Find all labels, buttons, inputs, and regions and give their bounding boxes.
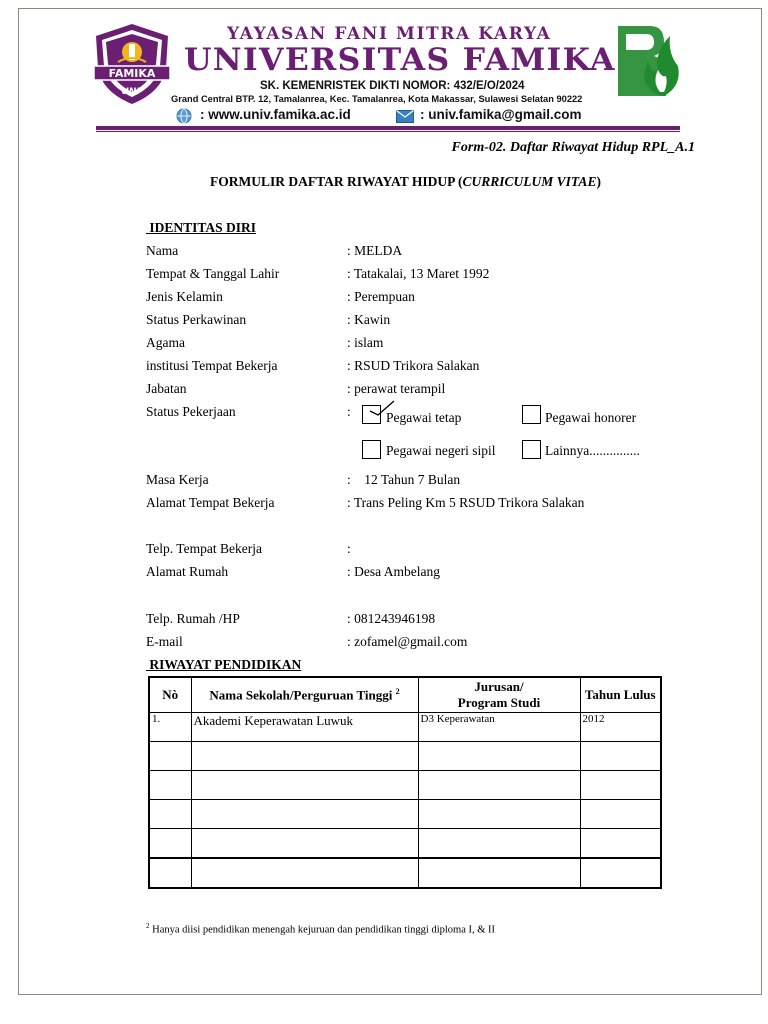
university-address: Grand Central BTP. 12, Tamalanrea, Kec. Tamalanrea, Kota Makassar, Sulawesi Selatan 90222	[171, 94, 583, 104]
value-employment-status: :	[347, 404, 351, 419]
checkbox-lainnya[interactable]	[522, 440, 541, 459]
label-work-period: Masa Kerja	[146, 472, 209, 487]
university-email[interactable]: : univ.famika@gmail.com	[420, 107, 582, 122]
cell-major	[418, 829, 580, 859]
value-email: : zofamel@gmail.com	[347, 634, 468, 649]
label-religion: Agama	[146, 335, 185, 350]
cell-no: 1.	[149, 713, 191, 742]
label-position: Jabatan	[146, 381, 187, 396]
document-title: FORMULIR DAFTAR RIWAYAT HIDUP (CURRICULUM VITAE)	[210, 174, 601, 189]
cell-year	[580, 858, 661, 888]
flame-logo-icon	[616, 22, 682, 102]
cell-no	[149, 771, 191, 800]
value-marital-status: : Kawin	[347, 312, 391, 327]
form-code: Form-02. Daftar Riwayat Hidup RPL_A.1	[451, 140, 695, 155]
label-birth: Tempat & Tanggal Lahir	[146, 266, 280, 281]
value-work-address: : Trans Peling Km 5 RSUD Trikora Salakan	[347, 495, 585, 510]
footnote: $^2$ Hanya diisi pendidikan menengah kejuruan dan pendidikan tinggi diploma I, & II	[146, 922, 496, 936]
table-row	[149, 742, 661, 771]
table-header-row	[149, 677, 661, 713]
label-institution: institusi Tempat Bekerja	[146, 358, 278, 373]
logo-text: FAMIKA	[108, 67, 156, 80]
globe-icon	[176, 108, 192, 124]
cell-major	[418, 771, 580, 800]
checkbox-pegawai-honorer[interactable]	[522, 405, 541, 424]
cell-no	[149, 858, 191, 888]
letterhead-divider	[96, 126, 680, 130]
checkbox-pegawai-negeri-sipil[interactable]	[362, 440, 381, 459]
cell-no	[149, 742, 191, 771]
website-link[interactable]: : www.univ.famika.ac.id	[200, 107, 351, 122]
foundation-name: YAYASAN FANI MITRA KARYA	[227, 24, 552, 44]
section-heading-identity: IDENTITAS DIRI	[149, 220, 257, 235]
university-logo-icon	[90, 22, 174, 106]
cell-school	[191, 800, 418, 829]
cell-school	[191, 771, 418, 800]
table-row	[149, 713, 661, 742]
label-email: E-mail	[146, 634, 183, 649]
option-label-pegawai-negeri-sipil: Pegawai negeri sipil	[386, 443, 496, 458]
value-institution: : RSUD Trikora Salakan	[347, 358, 480, 373]
value-gender: : Perempuan	[347, 289, 415, 304]
cell-major	[418, 858, 580, 888]
cell-year	[580, 771, 661, 800]
value-home-address: : Desa Ambelang	[347, 564, 440, 579]
option-label-pegawai-tetap: Pegawai tetap	[386, 410, 462, 425]
column-header-year: Tahun Lulus	[580, 677, 661, 713]
cell-school	[191, 829, 418, 859]
label-work-address: Alamat Tempat Bekerja	[146, 495, 275, 510]
cell-no	[149, 829, 191, 859]
cell-major	[418, 742, 580, 771]
value-birth: : Tatakalai, 13 Maret 1992	[347, 266, 490, 281]
letterhead-divider-thin	[96, 131, 680, 132]
table-row	[149, 858, 661, 888]
value-religion: : islam	[347, 335, 384, 350]
envelope-icon	[396, 110, 414, 123]
column-header-no: Nò	[149, 677, 191, 713]
label-name: Nama	[146, 243, 179, 258]
cell-year	[580, 829, 661, 859]
cell-year: 2012	[580, 713, 661, 742]
cell-no	[149, 800, 191, 829]
cell-major	[418, 800, 580, 829]
decree-number: SK. KEMENRISTEK DIKTI NOMOR: 432/E/O/2024	[260, 80, 525, 92]
cell-major: D3 Keperawatan	[418, 713, 580, 742]
value-name: : MELDA	[347, 243, 403, 258]
table-row	[149, 800, 661, 829]
label-home-address: Alamat Rumah	[146, 564, 229, 579]
table-row	[149, 829, 661, 859]
label-gender: Jenis Kelamin	[146, 289, 223, 304]
label-employment-status: Status Pekerjaan	[146, 404, 236, 419]
label-home-phone: Telp. Rumah /HP	[146, 611, 240, 626]
university-name: UNIVERSITAS FAMIKA	[184, 42, 616, 78]
cell-year	[580, 800, 661, 829]
value-work-phone: :	[347, 541, 351, 556]
logo-subtext: UNF	[121, 87, 143, 97]
table-row	[149, 771, 661, 800]
label-work-phone: Telp. Tempat Bekerja	[146, 541, 262, 556]
cell-school	[191, 742, 418, 771]
cell-school: Akademi Keperawatan Luwuk	[191, 713, 418, 742]
option-label-lainnya: Lainnya...............	[545, 443, 640, 458]
value-work-period: : 12 Tahun 7 Bulan	[347, 472, 461, 487]
option-label-pegawai-honorer: Pegawai honorer	[545, 410, 637, 425]
value-position: : perawat terampil	[347, 381, 446, 396]
label-marital-status: Status Perkawinan	[146, 312, 247, 327]
section-heading-education: RIWAYAT PENDIDIKAN	[149, 657, 302, 672]
column-header-school: Nama Sekolah/Perguruan Tinggi $^2$	[191, 677, 418, 713]
value-home-phone: : 081243946198	[347, 611, 436, 626]
cell-year	[580, 742, 661, 771]
cell-school	[191, 858, 418, 888]
column-header-major: Jurusan/ Program Studi	[418, 677, 580, 713]
education-table	[148, 676, 662, 889]
